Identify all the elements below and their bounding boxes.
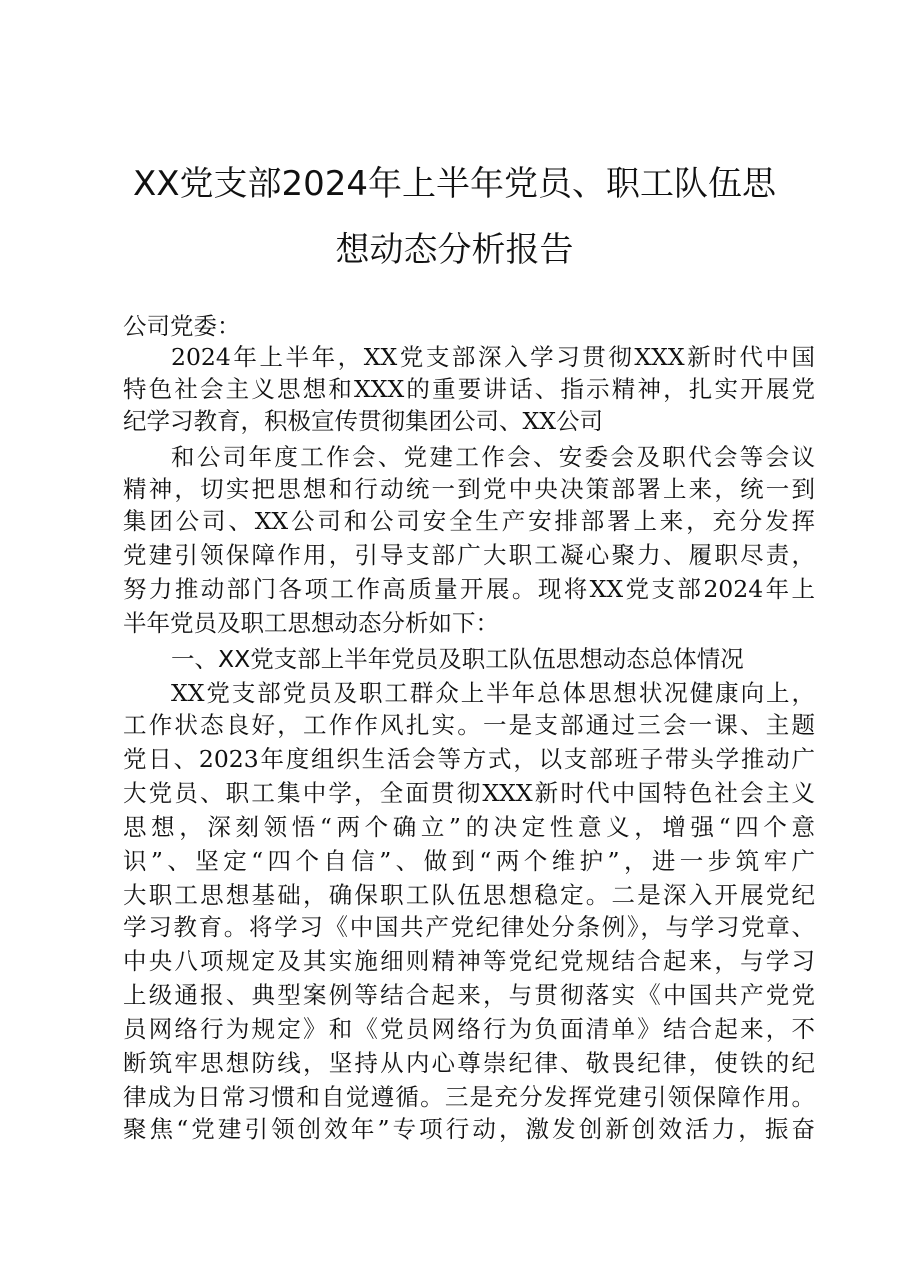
paragraph-3-line: 大职工思想基础，确保职工队伍思想稳定。二是深入开展党纪	[123, 881, 815, 909]
paragraph-3-line: 聚焦“党建引领创效年”专项行动，激发创新创效活力，振奋	[123, 1115, 815, 1143]
paragraph-3-line: 思想，深刻领悟“两个确立”的决定性意义，增强“四个意	[123, 813, 815, 841]
paragraph-3-line: 上级通报、典型案例等结合起来，与贯彻落实《中国共产党党	[123, 981, 815, 1009]
paragraph-2-line: 努力推动部门各项工作高质量开展。现将XX党支部2024年上	[123, 575, 815, 603]
paragraph-3-line: 断筑牢思想防线，坚持从内心尊崇纪律、敬畏纪律，使铁的纪	[123, 1049, 815, 1077]
paragraph-3-line: 工作状态良好，工作作风扎实。一是支部通过三会一课、主题	[123, 711, 815, 739]
salutation: 公司党委：	[123, 312, 241, 340]
section-heading: 一、XX党支部上半年党员及职工队伍思想动态总体情况	[171, 645, 744, 673]
paragraph-3-line: 员网络行为规定》和《党员网络行为负面清单》结合起来，不	[123, 1015, 815, 1043]
paragraph-3-line: 律成为日常习惯和自觉遵循。三是充分发挥党建引领保障作用。	[123, 1083, 815, 1111]
paragraph-2-line: 半年党员及职工思想动态分析如下：	[123, 609, 499, 637]
paragraph-3-line: 识”、坚定“四个自信”、做到“两个维护”，进一步筑牢广	[123, 847, 815, 875]
paragraph-2-line: 党建引领保障作用，引导支部广大职工凝心聚力、履职尽责，	[123, 541, 815, 569]
paragraph-3-line: 学习教育。将学习《中国共产党纪律处分条例》，与学习党章、	[123, 913, 815, 941]
paragraph-1-line: 2024年上半年，XX党支部深入学习贯彻XXX新时代中国	[171, 343, 815, 371]
paragraph-3-line: 中央八项规定及其实施细则精神等党纪党规结合起来，与学习	[123, 947, 815, 975]
paragraph-3-line: 党日、2023年度组织生活会等方式，以支部班子带头学推动广	[123, 745, 815, 773]
paragraph-1-line: 特色社会主义思想和XXX的重要讲话、指示精神，扎实开展党	[123, 375, 815, 403]
document-title-line-1: XX党支部2024年上半年党员、职工队伍思	[132, 164, 777, 204]
paragraph-2-line: 集团公司、XX公司和公司安全生产安排部署上来，充分发挥	[123, 507, 815, 535]
paragraph-3-line: 大党员、职工集中学，全面贯彻XXX新时代中国特色社会主义	[123, 779, 815, 807]
paragraph-2-line: 和公司年度工作会、党建工作会、安委会及职代会等会议	[171, 443, 815, 471]
paragraph-3-line: XX党支部党员及职工群众上半年总体思想状况健康向上，	[171, 679, 815, 707]
document-title-line-2: 想动态分析报告	[335, 230, 574, 270]
paragraph-2-line: 精神，切实把思想和行动统一到党中央决策部署上来，统一到	[123, 475, 815, 503]
paragraph-1-line: 纪学习教育，积极宣传贯彻集团公司、XX公司	[123, 407, 603, 435]
